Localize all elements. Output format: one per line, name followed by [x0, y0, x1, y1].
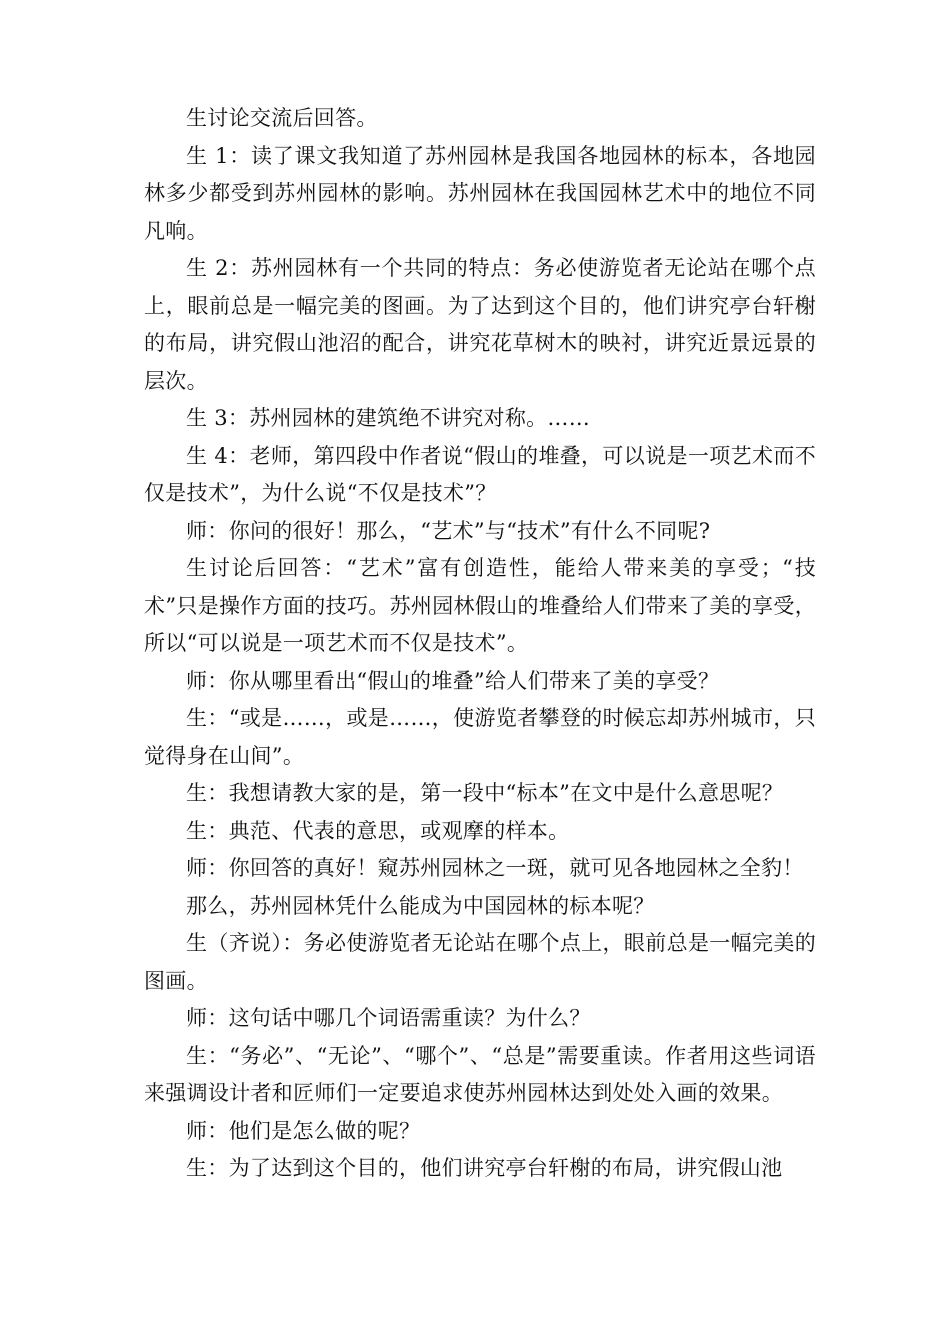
paragraph: 生（齐说）：务必使游览者无论站在哪个点上，眼前总是一幅完美的图画。 [144, 931, 816, 993]
paragraph: 生：为了达到这个目的，他们讲究亭台轩榭的布局，讲究假山池 [186, 1156, 783, 1180]
paragraph: 生：典范、代表的意思，或观摩的样本。 [186, 818, 570, 843]
paragraph: 生：“务必”、“无论”、“哪个”、“总是”需要重读。作者用这些词语来强调设计者和匠师们一定要追求使苏州园林达到处处入画的效果。 [144, 1043, 816, 1105]
paragraph: 师：他们是怎么做的呢？ [186, 1118, 421, 1143]
paragraph: 生：我想请教大家的是，第一段中“标本”在文中是什么意思呢？ [186, 781, 784, 805]
paragraph: 生 2：苏州园林有一个共同的特点：务必使游览者无论站在哪个点上，眼前总是一幅完美的图画。为了达到这个目的，他们讲究亭台轩榭的布局，讲究假山池沼的配合，讲究花草树木的映衬，讲究近景远景的层次。 [144, 256, 816, 393]
paragraph: 生讨论后回答：“艺术”富有创造性，能给人带来美的享受；“技术”只是操作方面的技巧。苏州园林假山的堆叠给人们带来了美的享受，所以“可以说是一项艺术而不仅是技术”。 [144, 556, 816, 655]
paragraph: 师：你从哪里看出“假山的堆叠”给人们带来了美的享受？ [186, 668, 720, 693]
paragraph: 生讨论交流后回答。 [186, 106, 378, 130]
paragraph: 生 1：读了课文我知道了苏州园林是我国各地园林的标本，各地园林多少都受到苏州园林的影响。苏州园林在我国园林艺术中的地位不同凡响。 [144, 143, 816, 243]
paragraph: 师：你问的很好！那么，“艺术”与“技术”有什么不同呢? [186, 518, 711, 543]
document-body [144, 100, 816, 1188]
paragraph: 生 4：老师，第四段中作者说“假山的堆叠，可以说是一项艺术而不仅是技术”，为什么说“不仅是技术”？ [144, 443, 816, 505]
paragraph: 师：这句话中哪几个词语需重读？为什么？ [186, 1006, 591, 1030]
paragraph: 那么，苏州园林凭什么能成为中国园林的标本呢？ [186, 893, 655, 918]
paragraph: 师：你回答的真好！窥苏州园林之一斑，就可见各地园林之全豹！ [186, 856, 804, 880]
paragraph: 生：“或是……，或是……，使游览者攀登的时候忘却苏州城市，只觉得身在山间”。 [144, 706, 816, 768]
paragraph: 生 3：苏州园林的建筑绝不讲究对称。…… [186, 406, 591, 430]
